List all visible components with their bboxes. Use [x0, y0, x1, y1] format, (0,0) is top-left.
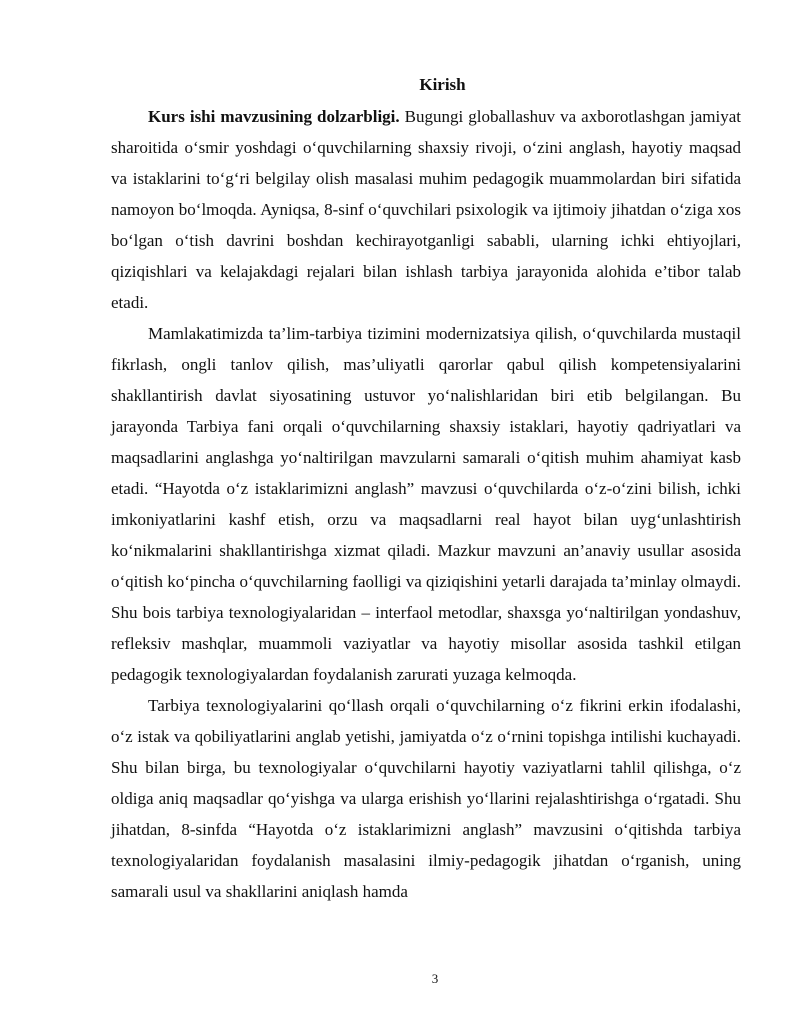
- section-title: Kirish: [419, 75, 466, 94]
- paragraph-lead: Kurs ishi mavzusining dolzarbligi.: [148, 107, 400, 126]
- paragraph-text: Mamlakatimizda ta’lim-tarbiya tizimini modernizatsiya qilish, o‘quvchilarda mustaqil fikrlash, ongli tanlov qilish, mas’uliyatli qarorlar qabul qilish kompetensiyalarini shakllantirish davlat siyosatining ustuvor yo‘nalishlaridan biri etib belgilangan. Bu jarayonda Tarbiya fani orqali o‘quvchilarning shaxsiy istaklari, hayotiy qadriyatlari va maqsadlarini anglashga yo‘naltirilgan mavzularni samarali o‘qitish muhim ahamiyat kasb etadi. “Hayotda o‘z istaklarimizni anglash” mavzusi o‘quvchilarda o‘z-o‘zini bilish, ichki imkoniyatlarini kashf etish, orzu va maqsadlarni real hayot bilan uyg‘unlashtirish ko‘nikmalarini shakllantirishga xizmat qiladi. Mazkur mavzuni an’anaviy usullar asosida o‘qitish ko‘pincha o‘quvchilarning faolligi va qiziqishini yetarli darajada ta’minlay olmaydi. Shu bois tarbiya texnologiyalaridan – interfaol metodlar, shaxsga yo‘naltirilgan yondashuv, refleksiv mashqlar, muammoli vaziyatlar va hayotiy misollar asosida tashkil etilgan pedagogik texnologiyalardan foydalanish zarurati yuzaga kelmoqda.: [111, 324, 741, 684]
- paragraph-text: Bugungi globallashuv va axborotlashgan jamiyat sharoitida o‘smir yoshdagi o‘quvchilarning shaxsiy rivoji, o‘zini anglash, hayotiy maqsad va istaklarini to‘g‘ri belgilay olish masalasi muhim pedagogik muammolardan biri sifatida namoyon bo‘lmoqda. Ayniqsa, 8-sinf o‘quvchilari psixologik va ijtimoiy jihatdan o‘ziga xos bo‘lgan o‘tish davrini boshdan kechirayotganligi sababli, ularning ichki ehtiyojlari, qiziqishlari va kelajakdagi rejalari bilan ishlash tarbiya jarayonida alohida e’tibor talab etadi.: [111, 107, 742, 312]
- paragraph-technologies: [111, 690, 741, 907]
- body-text: [111, 101, 741, 907]
- page-number: 3: [431, 971, 439, 986]
- paragraph-text: Tarbiya texnologiyalarini qo‘llash orqali o‘quvchilarning o‘z fikrini erkin ifodalashi, o‘z istak va qobiliyatlarini anglab yetishi, jamiyatda o‘z o‘rnini topishga intilishi kuchayadi. Shu bilan birga, bu texnologiyalar o‘quvchilarni hayotiy vaziyatlarni tahlil qilishga, o‘z oldiga aniq maqsadlar qo‘yishga va ularga erishish yo‘llarini rejalashtirishga o‘rgatadi. Shu jihatdan, 8-sinfda “Hayotda o‘z istaklarimizni anglash” mavzusini o‘qitishda tarbiya texnologiyalaridan foydalanish masalasini ilmiy-pedagogik jihatdan o‘rganish, uning samarali usul va shakllarini aniqlash hamda: [111, 696, 741, 901]
- paragraph-relevance: [111, 101, 741, 318]
- paragraph-modernization: [111, 318, 741, 690]
